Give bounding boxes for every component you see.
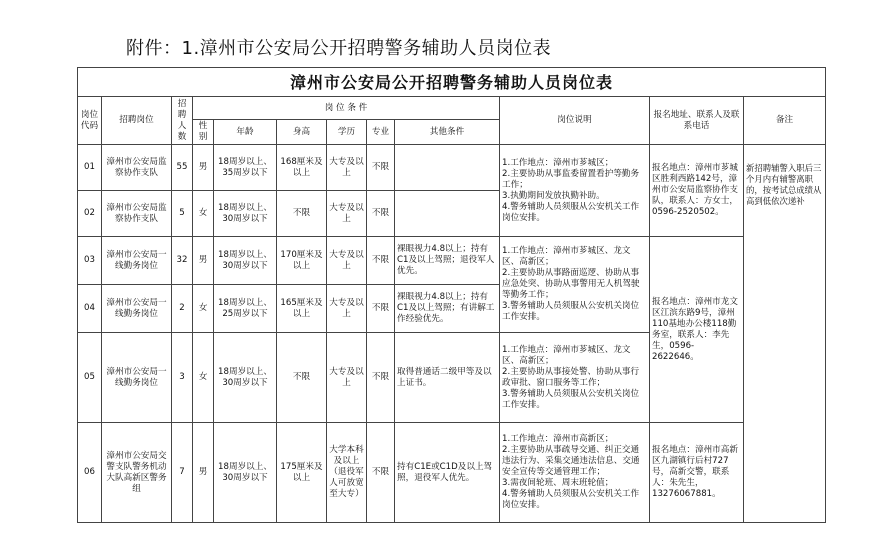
cell-count: 7	[172, 423, 193, 523]
cell-count: 55	[172, 145, 193, 191]
cell-height: 165厘米及以上	[277, 285, 327, 333]
cell-major: 不限	[367, 237, 395, 285]
header-contact: 报名地址、联系人及联系电话	[650, 97, 744, 145]
cell-post: 漳州市公安局一线勤务岗位	[102, 237, 172, 285]
cell-count: 2	[172, 285, 193, 333]
table-row	[78, 423, 826, 523]
cell-education: 大专及以上	[327, 145, 367, 191]
cell-gender: 女	[193, 333, 214, 423]
cell-major: 不限	[367, 423, 395, 523]
cell-gender: 男	[193, 237, 214, 285]
header-count: 招聘人数	[172, 97, 193, 145]
cell-code: 04	[78, 285, 102, 333]
cell-education: 大专及以上	[327, 191, 367, 237]
header-gender: 性别	[193, 120, 214, 145]
recruitment-table-wrapper	[77, 67, 825, 537]
cell-code: 02	[78, 191, 102, 237]
header-other: 其他条件	[395, 120, 500, 145]
recruitment-table	[77, 67, 826, 523]
cell-height: 168厘米及以上	[277, 145, 327, 191]
header-remark: 备注	[744, 97, 826, 145]
cell-post: 漳州市公安局监察协作支队	[102, 191, 172, 237]
cell-education: 大专及以上	[327, 237, 367, 285]
cell-other: 裸眼视力4.8以上；持有C1及以上驾照；退役军人优先。	[395, 237, 500, 285]
cell-code: 01	[78, 145, 102, 191]
table-title: 漳州市公安局公开招聘警务辅助人员岗位表	[78, 68, 826, 97]
cell-height: 175厘米及以上	[277, 423, 327, 523]
header-age: 年龄	[214, 120, 277, 145]
cell-code: 06	[78, 423, 102, 523]
cell-code: 05	[78, 333, 102, 423]
header-conditions: 岗 位 条 件	[193, 97, 500, 120]
cell-major: 不限	[367, 145, 395, 191]
cell-desc: 1.工作地点：漳州市芗城区； 2.主要协助从事监委留置看护等勤务工作； 3.执勤期间发放执勤补助。 4.警务辅助人员须服从公安机关工作岗位安排。	[500, 145, 650, 237]
cell-other	[395, 145, 500, 191]
header-education: 学历	[327, 120, 367, 145]
cell-education: 大学本科及以上（退役军人可放宽至大专）	[327, 423, 367, 523]
cell-count: 5	[172, 191, 193, 237]
cell-major: 不限	[367, 333, 395, 423]
cell-height: 不限	[277, 333, 327, 423]
cell-desc: 1.工作地点：漳州市高新区； 2.主要协助从事疏导交通、纠正交通违法行为、采集交通违法信息、交通安全宣传等交通管理工作； 3.需夜间轮班、周末班轮值； 4.警务辅助人员须服从公安机关工作岗位安排。	[500, 423, 650, 523]
cell-post: 漳州市公安局交警支队警务机动大队高新区警务组	[102, 423, 172, 523]
cell-age: 18周岁以上、30周岁以下	[214, 237, 277, 285]
cell-code: 03	[78, 237, 102, 285]
cell-gender: 男	[193, 423, 214, 523]
cell-remark: 新招聘辅警入职后三个月内有辅警离职的，按考试总成绩从高到低依次递补	[744, 145, 826, 523]
cell-education: 大专及以上	[327, 285, 367, 333]
header-code: 岗位代码	[78, 97, 102, 145]
header-post: 招聘岗位	[102, 97, 172, 145]
cell-post: 漳州市公安局一线勤务岗位	[102, 333, 172, 423]
cell-other: 裸眼视力4.8以上；持有C1及以上驾照；有讲解工作经验优先。	[395, 285, 500, 333]
header-height: 身高	[277, 120, 327, 145]
cell-other	[395, 191, 500, 237]
cell-major: 不限	[367, 191, 395, 237]
cell-age: 18周岁以上、30周岁以下	[214, 191, 277, 237]
cell-contact: 报名地点：漳州市龙文区江滨东路9号，漳州110基地办公楼118勤务室，联系人：李先生，0596-2622646。	[650, 237, 744, 423]
cell-gender: 女	[193, 285, 214, 333]
table-row	[78, 145, 826, 191]
cell-height: 170厘米及以上	[277, 237, 327, 285]
cell-education: 大专及以上	[327, 333, 367, 423]
cell-age: 18周岁以上、35周岁以下	[214, 145, 277, 191]
header-major: 专业	[367, 120, 395, 145]
cell-other: 取得普通话二级甲等及以上证书。	[395, 333, 500, 423]
cell-other: 持有C1E或C1D及以上驾照，退役军人优先。	[395, 423, 500, 523]
header-desc: 岗位说明	[500, 97, 650, 145]
cell-gender: 女	[193, 191, 214, 237]
cell-contact: 报名地点：漳州市高新区九湖镇行后村727号，高新交警，联系人：朱先生，13276067881。	[650, 423, 744, 523]
cell-post: 漳州市公安局一线勤务岗位	[102, 285, 172, 333]
cell-contact: 报名地点：漳州市芗城区胜利西路142号，漳州市公安局监察协作支队，联系人：方女士，0596-2520502。	[650, 145, 744, 237]
cell-count: 3	[172, 333, 193, 423]
cell-age: 18周岁以上、25周岁以下	[214, 285, 277, 333]
cell-height: 不限	[277, 191, 327, 237]
table-row	[78, 237, 826, 285]
cell-desc: 1.工作地点：漳州市芗城区、龙文区、高新区； 2.主要协助从事接处警、协助从事行政审批、窗口服务等工作； 3.警务辅助人员须服从公安机关岗位工作安排。	[500, 333, 650, 423]
cell-gender: 男	[193, 145, 214, 191]
cell-desc: 1.工作地点：漳州市芗城区、龙文区、高新区； 2.主要协助从事路面巡逻、协助从事应急处突、协助从事警用无人机驾驶等勤务工作； 3.警务辅助人员须服从公安机关岗位工作安排。	[500, 237, 650, 333]
cell-post: 漳州市公安局监察协作支队	[102, 145, 172, 191]
cell-age: 18周岁以上、30周岁以下	[214, 423, 277, 523]
attachment-caption: 附件：1.漳州市公安局公开招聘警务辅助人员岗位表	[126, 38, 552, 59]
cell-age: 18周岁以上、30周岁以下	[214, 333, 277, 423]
cell-major: 不限	[367, 285, 395, 333]
cell-count: 32	[172, 237, 193, 285]
